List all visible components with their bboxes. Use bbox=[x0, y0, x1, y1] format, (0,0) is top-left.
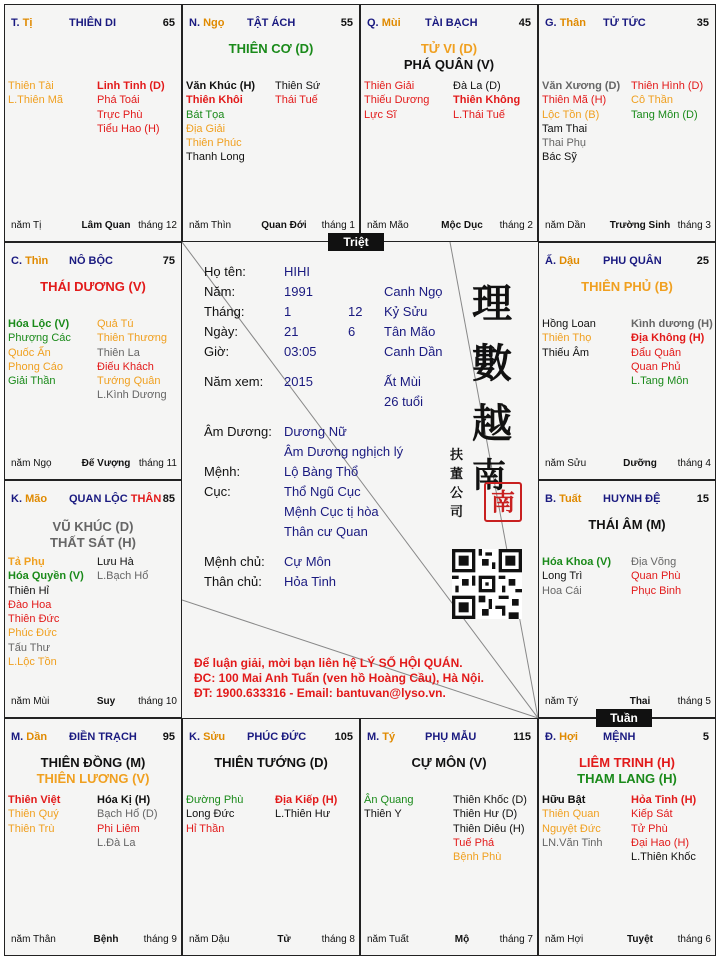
contact-line-address: ĐC: 100 Mai Anh Tuấn (ven hồ Hoàng Cầu), Hà Nội. bbox=[194, 671, 485, 685]
life-phase: Dưỡng bbox=[623, 458, 657, 469]
minor-star: Thiên Khôi bbox=[186, 94, 243, 107]
palace-position: K. Mão bbox=[11, 493, 48, 505]
palace-age: 75 bbox=[162, 255, 175, 267]
year-can-chi: Canh Ngọ bbox=[384, 284, 443, 299]
view-year-value: 2015 bbox=[284, 374, 313, 389]
minor-star: Thiên Phúc bbox=[186, 137, 242, 150]
palace-cell-mui[interactable] bbox=[360, 4, 538, 242]
minor-star: Thiên Mã (H) bbox=[542, 94, 607, 107]
cuc-note: Mệnh Cục tị hòa bbox=[284, 504, 379, 519]
minor-stars-left bbox=[542, 555, 628, 598]
palace-cell-ty[interactable] bbox=[360, 718, 538, 956]
life-phase: Trường Sinh bbox=[609, 220, 671, 231]
palace-year: năm Tị bbox=[11, 220, 42, 231]
major-star: THÁI DƯƠNG (V) bbox=[40, 279, 146, 294]
year-label: Năm: bbox=[204, 284, 236, 299]
palace-age: 55 bbox=[340, 17, 353, 29]
palace-name: HUYNH ĐỆ bbox=[603, 493, 661, 505]
palace-name: TẬT ÁCH bbox=[247, 17, 296, 29]
amduong-note: Âm Dương nghịch lý bbox=[284, 444, 404, 459]
minor-star: Long Trì bbox=[542, 570, 583, 583]
minor-star: Linh Tinh (D) bbox=[97, 80, 165, 92]
palace-year: năm Hợi bbox=[545, 934, 584, 945]
name-value: HIHI bbox=[284, 264, 310, 279]
minor-star: Thiên Hỉ bbox=[8, 584, 49, 597]
minor-star: Điếu Khách bbox=[97, 360, 154, 373]
palace-year: năm Ngọ bbox=[11, 458, 52, 469]
minor-star: Tuế Phá bbox=[453, 836, 495, 849]
palace-position: C. Thìn bbox=[11, 255, 49, 267]
palace-footer bbox=[367, 220, 533, 233]
palace-month: tháng 2 bbox=[499, 220, 533, 231]
minor-stars-left bbox=[8, 555, 94, 669]
minor-stars-left bbox=[542, 793, 628, 850]
palace-month: tháng 4 bbox=[677, 458, 711, 469]
palace-name: PHU QUÂN bbox=[603, 255, 662, 267]
triet-marker: Triệt bbox=[328, 233, 384, 251]
palace-header bbox=[545, 493, 711, 507]
small-calligraphy: 扶 董 公 司 bbox=[450, 448, 464, 520]
life-phase: Lâm Quan bbox=[81, 220, 131, 231]
palace-header bbox=[189, 731, 355, 745]
minor-star: Địa Võng bbox=[631, 556, 677, 568]
minor-star: Thiên Trù bbox=[8, 822, 55, 835]
major-star: THÁI ÂM (M) bbox=[588, 517, 666, 532]
life-phase: Mộ bbox=[454, 934, 470, 945]
day-label: Ngày: bbox=[204, 324, 238, 339]
minor-star: Phượng Các bbox=[8, 332, 71, 345]
calligraphy-char: 越 bbox=[472, 400, 512, 447]
minor-star: L.Lộc Tồn bbox=[8, 656, 57, 669]
minor-star: Hỉ Thần bbox=[186, 822, 225, 835]
palace-age: 5 bbox=[702, 731, 709, 743]
life-phase: Bệnh bbox=[93, 934, 119, 945]
contact-line-invite: Để luận giải, mời bạn liên hệ LÝ SỐ HỘI QUÁN. bbox=[194, 656, 463, 670]
palace-cell-tuat[interactable] bbox=[538, 480, 716, 718]
minor-star: Phúc Đức bbox=[8, 627, 57, 640]
life-phase: Thai bbox=[629, 696, 651, 707]
contact-info bbox=[194, 656, 534, 701]
minor-star: Thiên Đức bbox=[8, 613, 60, 626]
palace-name: PHÚC ĐỨC bbox=[247, 731, 307, 743]
minor-star: Lưu Hà bbox=[97, 556, 134, 568]
palace-footer bbox=[11, 696, 177, 709]
palace-branch: Tuất bbox=[559, 493, 582, 505]
day-can-chi: Tân Mão bbox=[384, 324, 436, 339]
palace-month: tháng 8 bbox=[321, 934, 355, 945]
palace-cell-ti[interactable] bbox=[4, 4, 182, 242]
minor-star: Phi Liêm bbox=[97, 822, 140, 835]
palace-month: tháng 9 bbox=[143, 934, 177, 945]
calligraphy-char: 南 bbox=[472, 456, 506, 496]
palace-month: tháng 1 bbox=[321, 220, 355, 231]
month-value: 1 bbox=[284, 304, 292, 319]
minor-star: Trực Phù bbox=[97, 108, 143, 121]
palace-header bbox=[545, 17, 711, 31]
minor-star: Thiên Y bbox=[364, 808, 402, 821]
minor-stars-left bbox=[186, 793, 272, 836]
palace-footer bbox=[11, 220, 177, 233]
minor-star: Tấu Thư bbox=[8, 641, 51, 654]
minor-star: Hóa Khoa (V) bbox=[542, 556, 612, 568]
cuc-value: Thổ Ngũ Cục bbox=[284, 484, 361, 499]
minor-star: Thiên Quý bbox=[8, 808, 59, 821]
palace-footer bbox=[545, 220, 711, 233]
palace-cell-dan[interactable] bbox=[4, 718, 182, 956]
minor-stars-right bbox=[631, 793, 716, 864]
minor-stars-right bbox=[275, 79, 360, 108]
palace-name: TÀI BẠCH bbox=[425, 17, 478, 29]
major-star: THAM LANG (H) bbox=[577, 771, 677, 786]
major-star: PHÁ QUÂN (V) bbox=[403, 57, 495, 72]
palace-header bbox=[11, 255, 177, 269]
minor-star: Thiên Giải bbox=[364, 80, 415, 92]
major-star: THIÊN CƠ (D) bbox=[228, 41, 314, 56]
minor-stars-right bbox=[631, 317, 716, 388]
minor-star: Địa Kiếp (H) bbox=[275, 794, 338, 806]
minor-star: Đại Hao (H) bbox=[631, 836, 690, 849]
menh-value: Lộ Bàng Thổ bbox=[284, 464, 359, 479]
minor-star: Long Đức bbox=[186, 808, 235, 821]
palace-year: năm Dần bbox=[545, 220, 586, 231]
minor-star: Tả Phụ bbox=[8, 556, 45, 568]
view-year-can-chi: Ất Mùi bbox=[384, 374, 421, 389]
minor-star: Thiên Khốc (D) bbox=[453, 794, 527, 806]
minor-stars-left bbox=[8, 317, 94, 388]
minor-star: Thiên Việt bbox=[8, 794, 61, 806]
minor-star: Bệnh Phù bbox=[453, 851, 502, 864]
palace-name: THIÊN DI bbox=[69, 17, 117, 29]
minor-star: L.Bạch Hổ bbox=[97, 570, 149, 583]
palace-month: tháng 5 bbox=[677, 696, 711, 707]
minor-star: Thiên Hình (D) bbox=[631, 80, 704, 92]
palace-age: 25 bbox=[696, 255, 709, 267]
cuc-label: Cục: bbox=[204, 484, 231, 499]
palace-year: năm Mão bbox=[367, 220, 409, 231]
palace-month: tháng 6 bbox=[677, 934, 711, 945]
minor-star: Văn Khúc (H) bbox=[186, 80, 256, 92]
palace-footer bbox=[11, 934, 177, 947]
calligraphy-char: 理 bbox=[472, 280, 512, 327]
palace-footer bbox=[367, 934, 533, 947]
minor-stars-left bbox=[186, 79, 272, 165]
minor-star: Ân Quang bbox=[364, 794, 414, 806]
palace-cell-mao[interactable] bbox=[4, 480, 182, 718]
minor-stars-right bbox=[631, 555, 716, 598]
minor-star: Thiên Thọ bbox=[542, 332, 592, 345]
major-star: THIÊN PHỦ (B) bbox=[581, 279, 673, 294]
palace-branch: Hợi bbox=[559, 731, 578, 743]
minor-star: Thiên La bbox=[97, 346, 140, 359]
minor-star: Hóa Quyền (V) bbox=[8, 570, 84, 583]
palace-name: TỬ TỨC bbox=[603, 17, 646, 29]
palace-name: NÔ BỘC bbox=[69, 255, 113, 267]
minor-star: Phong Cáo bbox=[8, 360, 64, 373]
than-chu-value: Hỏa Tinh bbox=[284, 574, 337, 589]
minor-stars-left bbox=[8, 79, 94, 108]
minor-star: Quan Phù bbox=[631, 570, 681, 583]
major-star: THIÊN ĐỒNG (M) bbox=[40, 755, 146, 770]
palace-age: 115 bbox=[513, 731, 531, 743]
life-phase: Tuyệt bbox=[627, 934, 653, 945]
age-value: 26 tuổi bbox=[384, 394, 424, 409]
minor-stars-left bbox=[542, 79, 628, 165]
minor-star: Hồng Loan bbox=[542, 318, 596, 330]
minor-star: Kình dương (H) bbox=[631, 318, 713, 330]
palace-branch: Mùi bbox=[381, 17, 401, 29]
palace-branch: Tý bbox=[382, 731, 396, 743]
minor-stars-right bbox=[631, 79, 716, 122]
palace-branch: Tị bbox=[22, 17, 33, 29]
minor-stars-right bbox=[97, 317, 182, 403]
palace-branch: Dậu bbox=[559, 255, 580, 267]
palace-month: tháng 3 bbox=[677, 220, 711, 231]
major-star: THIÊN TƯỚNG (D) bbox=[214, 755, 328, 770]
minor-star: Thái Tuế bbox=[275, 94, 318, 107]
major-star: CỰ MÔN (V) bbox=[411, 755, 487, 770]
minor-star: Phục Binh bbox=[631, 584, 682, 597]
palace-age: 35 bbox=[696, 17, 709, 29]
palace-year: năm Thân bbox=[11, 934, 56, 945]
minor-stars-right bbox=[97, 793, 182, 850]
palace-position: Ấ. Dậu bbox=[545, 255, 580, 267]
minor-star: Văn Xương (D) bbox=[542, 80, 621, 92]
qr-code[interactable] bbox=[452, 549, 522, 619]
major-star: THẤT SÁT (H) bbox=[50, 535, 136, 550]
palace-header bbox=[367, 17, 533, 31]
amduong-value: Dương Nữ bbox=[284, 424, 347, 439]
minor-star: Quả Tú bbox=[97, 318, 134, 330]
major-star: LIÊM TRINH (H) bbox=[578, 755, 676, 770]
minor-stars-left bbox=[364, 793, 450, 822]
menh-chu-label: Mệnh chủ: bbox=[204, 554, 265, 569]
palace-header bbox=[367, 731, 533, 745]
minor-star: Đào Hoa bbox=[8, 598, 52, 611]
minor-star: Cô Thần bbox=[631, 94, 673, 107]
palace-branch: Ngọ bbox=[203, 17, 225, 29]
palace-year: năm Dậu bbox=[189, 934, 230, 945]
palace-position: T. Tị bbox=[11, 17, 33, 29]
palace-header bbox=[11, 731, 177, 745]
day-lunar: 6 bbox=[348, 324, 356, 339]
hour-label: Giờ: bbox=[204, 344, 230, 359]
palace-footer bbox=[11, 458, 177, 471]
palace-position: B. Tuất bbox=[545, 493, 582, 505]
palace-cell-dau[interactable] bbox=[538, 242, 716, 480]
life-phase: Suy bbox=[96, 696, 116, 707]
palace-age: 45 bbox=[518, 17, 531, 29]
palace-branch: Dần bbox=[26, 731, 48, 743]
minor-star: Hữu Bật bbox=[542, 794, 586, 806]
minor-star: Hóa Kị (H) bbox=[97, 794, 151, 806]
minor-star: Thai Phụ bbox=[542, 137, 587, 150]
name-label: Họ tên: bbox=[204, 264, 246, 279]
center-info-panel bbox=[182, 242, 538, 718]
minor-star: L.Tang Môn bbox=[631, 375, 689, 388]
palace-age: 85 bbox=[162, 493, 175, 505]
minor-stars-left bbox=[364, 79, 450, 122]
minor-star: Đà La (D) bbox=[453, 80, 501, 92]
palace-position: K. Sửu bbox=[189, 731, 226, 743]
palace-cell-than[interactable] bbox=[538, 4, 716, 242]
minor-star: Kiếp Sát bbox=[631, 808, 673, 821]
palace-name: PHỤ MẪU bbox=[425, 731, 477, 743]
red-seal-stamp: 南 bbox=[484, 482, 522, 522]
minor-star: Thiếu Dương bbox=[364, 94, 430, 107]
palace-year: năm Sửu bbox=[545, 458, 587, 469]
minor-stars-right bbox=[97, 79, 182, 136]
palace-cell-suu[interactable] bbox=[182, 718, 360, 956]
palace-header bbox=[11, 17, 177, 31]
minor-star: Phá Toái bbox=[97, 94, 140, 107]
palace-footer bbox=[545, 696, 711, 709]
palace-year: năm Thìn bbox=[189, 220, 232, 231]
minor-stars-left bbox=[542, 317, 628, 360]
minor-star: Thiên Quan bbox=[542, 808, 600, 821]
minor-star: Đường Phù bbox=[186, 794, 244, 806]
minor-star: Giải Thần bbox=[8, 375, 56, 388]
palace-cell-ngo[interactable] bbox=[182, 4, 360, 242]
minor-star: Bạch Hổ (D) bbox=[97, 808, 158, 821]
palace-age: 105 bbox=[334, 731, 353, 743]
minor-star: Tử Phù bbox=[631, 822, 668, 835]
minor-star: Thiên Sứ bbox=[275, 80, 321, 92]
minor-star: Thiên Không bbox=[453, 94, 521, 107]
minor-star: Quan Phủ bbox=[631, 360, 681, 373]
palace-header bbox=[545, 255, 711, 269]
minor-star: LN.Văn Tinh bbox=[542, 836, 603, 849]
month-label: Tháng: bbox=[204, 304, 245, 319]
palace-header bbox=[545, 731, 711, 745]
minor-star: Thiên Tài bbox=[8, 80, 54, 92]
minor-star: Đẩu Quân bbox=[631, 346, 682, 359]
hour-can-chi: Canh Dần bbox=[384, 344, 443, 359]
palace-name: MỆNH bbox=[603, 731, 636, 743]
day-value: 21 bbox=[284, 324, 299, 339]
minor-star: L.Thái Tuế bbox=[453, 108, 505, 121]
tuan-marker: Tuần bbox=[596, 709, 652, 727]
palace-position: M. Dần bbox=[11, 731, 48, 743]
minor-star: Tiểu Hao (H) bbox=[97, 122, 160, 135]
palace-year: năm Mùi bbox=[11, 696, 50, 707]
palace-month: tháng 11 bbox=[138, 458, 177, 469]
contact-line-phone-email[interactable]: ĐT: 1900.633316 - Email: bantuvan@lyso.vn. bbox=[194, 686, 446, 700]
minor-star: Tam Thai bbox=[542, 122, 588, 135]
minor-star: Thiên Hư (D) bbox=[453, 808, 518, 821]
minor-star: Địa Giải bbox=[186, 122, 226, 135]
minor-star: Tướng Quân bbox=[97, 375, 161, 388]
minor-star: Hỏa Tinh (H) bbox=[631, 794, 697, 806]
minor-star: L.Thiên Khốc bbox=[631, 851, 696, 864]
minor-stars-right bbox=[453, 79, 538, 122]
view-year-label: Năm xem: bbox=[204, 374, 264, 389]
palace-header bbox=[189, 17, 355, 31]
palace-age: 95 bbox=[162, 731, 175, 743]
palace-branch: Thìn bbox=[25, 255, 49, 267]
major-star: VŨ KHÚC (D) bbox=[52, 519, 134, 534]
minor-star: L.Thiên Hư bbox=[275, 808, 331, 821]
palace-position: M. Tý bbox=[367, 731, 396, 743]
palace-month: tháng 10 bbox=[138, 696, 177, 707]
minor-star: Bát Tọa bbox=[186, 108, 225, 121]
palace-year: năm Tý bbox=[545, 696, 579, 707]
menh-label: Mệnh: bbox=[204, 464, 241, 479]
major-star: TỬ VI (D) bbox=[420, 41, 478, 56]
minor-star: Địa Không (H) bbox=[631, 332, 705, 345]
minor-stars-right bbox=[275, 793, 360, 822]
year-value: 1991 bbox=[284, 284, 313, 299]
than-chu-label: Thân chủ: bbox=[204, 574, 262, 589]
palace-cell-hoi[interactable] bbox=[538, 718, 716, 956]
palace-month: tháng 12 bbox=[138, 220, 177, 231]
amduong-label: Âm Dương: bbox=[204, 424, 272, 439]
palace-position: G. Thân bbox=[545, 17, 586, 29]
palace-month: tháng 7 bbox=[499, 934, 533, 945]
minor-star: Thiếu Âm bbox=[542, 346, 590, 359]
minor-star: L.Đà La bbox=[97, 836, 136, 849]
month-can-chi: Kỷ Sửu bbox=[384, 304, 428, 319]
palace-branch: Mão bbox=[25, 493, 48, 505]
minor-star: Tang Môn (D) bbox=[631, 108, 698, 121]
minor-star: Thanh Long bbox=[186, 151, 245, 164]
minor-stars-right bbox=[97, 555, 182, 584]
than-cu-note: Thân cư Quan bbox=[284, 524, 368, 539]
life-phase: Mộc Dục bbox=[441, 220, 483, 231]
calligraphy-char: 數 bbox=[472, 340, 512, 387]
than-marker: THÂN bbox=[130, 493, 162, 505]
minor-star: Lộc Tồn (B) bbox=[542, 108, 600, 121]
minor-star: Bác Sỹ bbox=[542, 151, 577, 164]
minor-star: Thiên Diêu (H) bbox=[453, 822, 525, 835]
life-phase: Đế Vượng bbox=[81, 458, 131, 469]
minor-star: Thiên Thương bbox=[97, 332, 168, 345]
palace-header bbox=[11, 493, 177, 507]
minor-star: L.Kình Dương bbox=[97, 389, 167, 402]
palace-position: N. Ngọ bbox=[189, 17, 225, 29]
palace-position: Q. Mùi bbox=[367, 17, 401, 29]
minor-star: Nguyệt Đức bbox=[542, 822, 601, 835]
minor-star: Hóa Lộc (V) bbox=[8, 318, 70, 330]
minor-star: Lực Sĩ bbox=[364, 108, 397, 121]
hour-value: 03:05 bbox=[284, 344, 317, 359]
palace-footer bbox=[189, 934, 355, 947]
life-phase: Tử bbox=[277, 934, 291, 945]
life-phase: Quan Đới bbox=[261, 220, 307, 231]
minor-stars-left bbox=[8, 793, 94, 836]
minor-star: Hoa Cái bbox=[542, 584, 582, 597]
palace-cell-thin[interactable] bbox=[4, 242, 182, 480]
palace-branch: Sửu bbox=[203, 731, 226, 743]
palace-name: QUAN LỘC THÂN bbox=[69, 493, 162, 505]
minor-stars-right bbox=[453, 793, 538, 864]
palace-position: Đ. Hợi bbox=[545, 731, 578, 743]
palace-name: ĐIỀN TRẠCH bbox=[69, 731, 137, 743]
minor-star: L.Thiên Mã bbox=[8, 94, 64, 107]
palace-branch: Thân bbox=[559, 17, 586, 29]
palace-age: 15 bbox=[696, 493, 709, 505]
palace-footer bbox=[189, 220, 355, 233]
month-lunar: 12 bbox=[348, 304, 363, 319]
palace-age: 65 bbox=[162, 17, 175, 29]
major-star: THIÊN LƯƠNG (V) bbox=[36, 771, 150, 786]
palace-footer bbox=[545, 458, 711, 471]
menh-chu-value: Cự Môn bbox=[284, 554, 331, 569]
palace-footer bbox=[545, 934, 711, 947]
minor-star: Quốc Ấn bbox=[8, 346, 51, 359]
palace-year: năm Tuất bbox=[367, 934, 409, 945]
